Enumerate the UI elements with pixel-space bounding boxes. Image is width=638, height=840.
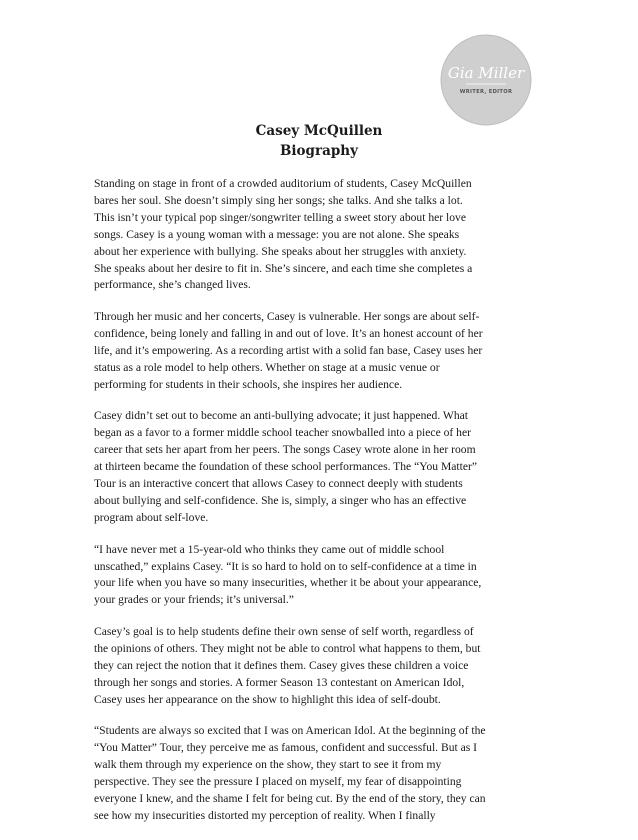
text-line: Casey’s goal is to help students define their own sense of self worth, regardless of	[94, 625, 474, 639]
text-line: Casey uses her appearance on the show to highlight this idea of self-doubt.	[94, 692, 441, 706]
text-line: “Students are always so excited that I was on American Idol. At the beginning of the	[94, 724, 486, 738]
text-line: Through her music and her concerts, Casey is vulnerable. Her songs are about self-	[94, 310, 480, 324]
document-subtitle: Biography	[280, 143, 358, 159]
text-line: your grades or your friends; it’s universal.”	[94, 593, 294, 607]
document-heading	[0, 121, 638, 161]
paragraph	[94, 309, 549, 394]
text-line: perspective. They see the pressure I placed on myself, my fear of disappointing	[94, 775, 462, 789]
text-line: performance, she’s changed lives.	[94, 278, 251, 292]
text-line: This isn’t your typical pop singer/songwriter telling a sweet story about her love	[94, 210, 467, 224]
logo-tagline: WRITER, EDITOR	[459, 89, 513, 95]
paragraph	[94, 624, 549, 709]
paragraph	[94, 176, 549, 294]
text-line: “I have never met a 15-year-old who thinks they came out of middle school	[94, 542, 445, 556]
logo-name: Gia Miller	[447, 64, 525, 82]
text-line: “You Matter” Tour, they perceive me as famous, confident and successful. But as I	[94, 741, 478, 755]
text-line: confidence, being lonely and falling in and out of love. It’s an honest account of her	[94, 327, 483, 341]
text-line: your life when you have so many insecurities, whether it be about your appearance,	[94, 576, 482, 590]
paragraph	[94, 723, 549, 824]
biography-body	[94, 176, 549, 840]
text-line: career that sets her apart from her peers. The songs Casey wrote alone in her room	[94, 443, 476, 457]
text-line: life, and it’s empowering. As a recording artist with a solid fan base, Casey uses her	[94, 343, 483, 357]
text-line: began as a favor to a former middle school teacher snowballed into a piece of her	[94, 426, 471, 440]
text-line: songs. Casey is a young woman with a message: you are not alone. She speaks	[94, 227, 460, 241]
text-line: unscathed,” explains Casey. “It is so hard to hold on to self-confidence at a time in	[94, 559, 477, 573]
text-line: status as a role model to help others. Whether on stage at a music venue or	[94, 360, 440, 374]
text-line: see how my insecurities distorted my perception of reality. When I finally	[94, 808, 436, 822]
gia-miller-logo	[440, 34, 532, 126]
paragraph	[94, 542, 549, 610]
paragraph	[94, 408, 549, 526]
text-line: the opinions of others. They might not be able to control what happens to them, but	[94, 641, 481, 655]
text-line: performing for students in their schools, she inspires her audience.	[94, 377, 403, 391]
text-line: they can reject the notion that it defines them. Casey gives these children a voice	[94, 658, 469, 672]
text-line: Casey didn’t set out to become an anti-bullying advocate; it just happened. What	[94, 409, 469, 423]
text-line: about bullying and self-confidence. She is, simply, a singer who has an effective	[94, 494, 467, 507]
text-line: She speaks about her desire to fit in. She’s sincere, and each time she completes a	[94, 261, 473, 275]
text-line: through her songs and stories. A former Season 13 contestant on American Idol,	[94, 675, 465, 689]
text-line: walk them through my experience on the show, they start to see it from my	[94, 758, 442, 772]
text-line: bares her soul. She doesn’t simply sing her songs; she talks. And she talks a lot.	[94, 193, 463, 207]
text-line: Standing on stage in front of a crowded auditorium of students, Casey McQuillen	[94, 177, 472, 190]
text-line: program about self-love.	[94, 510, 209, 524]
document-title: Casey McQuillen	[255, 123, 383, 139]
text-line: at thirteen became the foundation of these school performances. The “You Matter”	[94, 460, 478, 474]
text-line: Tour is an interactive concert that allows Casey to connect deeply with students	[94, 477, 463, 491]
text-line: everyone I knew, and the shame I felt for being cut. By the end of the story, they can	[94, 791, 486, 805]
text-line: about her experience with bullying. She speaks about her struggles with anxiety.	[94, 244, 467, 258]
